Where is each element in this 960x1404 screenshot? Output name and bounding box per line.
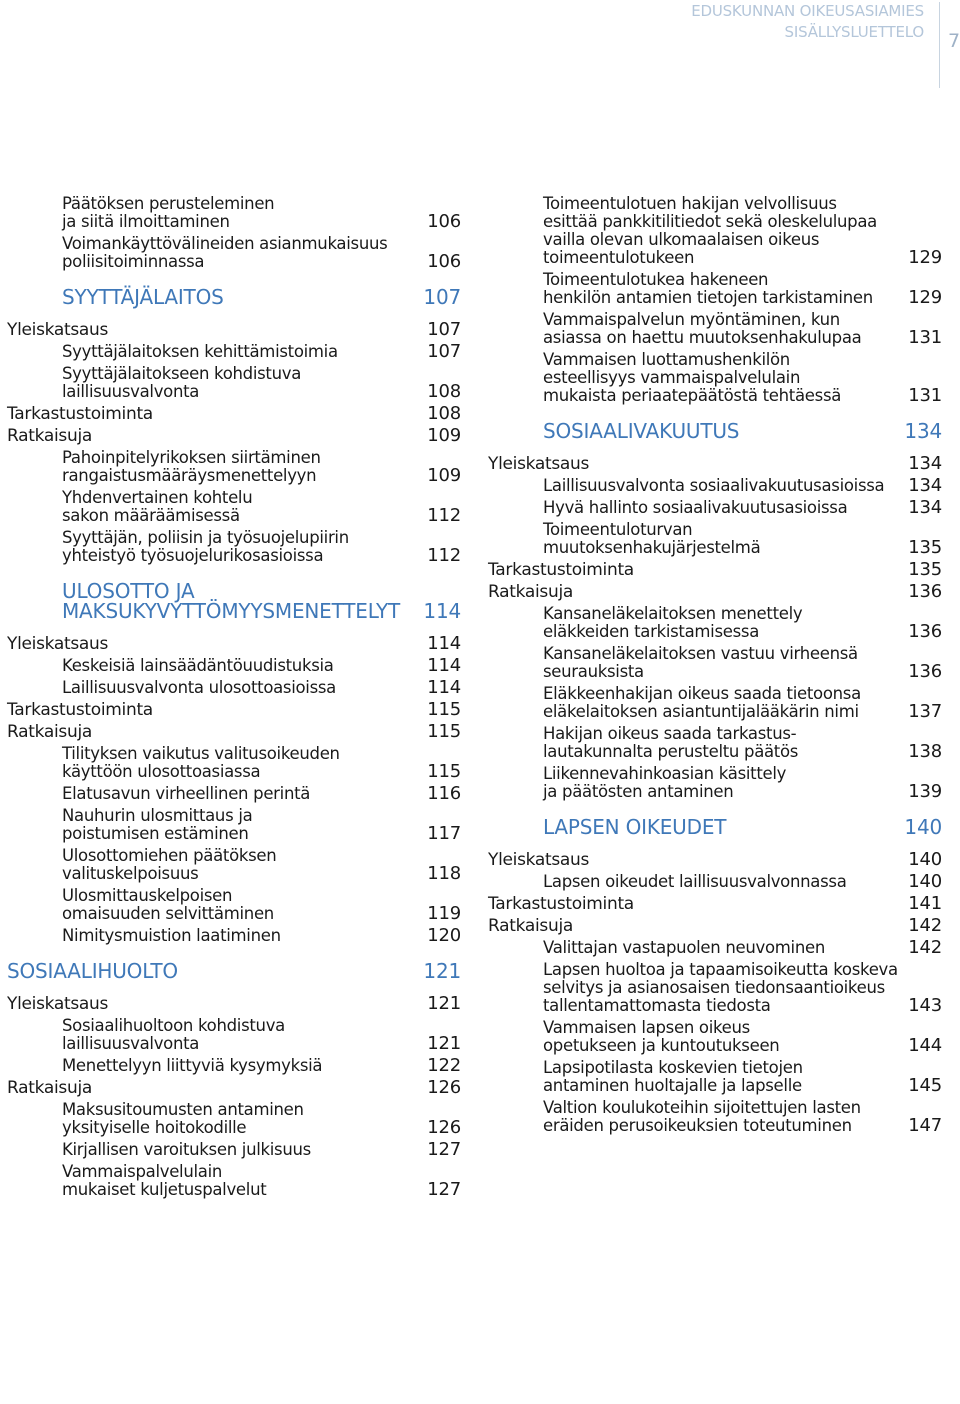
publication-title: EDUSKUNNAN OIKEUSASIAMIES xyxy=(691,2,924,20)
toc-subentry[interactable] xyxy=(488,685,942,721)
toc-page-number: 114 xyxy=(427,677,461,698)
toc-entry-text: Hyvä hallinto sosiaalivakuutusasioissa xyxy=(543,498,848,517)
toc-entry-text: henkilön antamien tietojen tarkistaminen xyxy=(543,288,873,307)
toc-subentry[interactable] xyxy=(7,1057,461,1075)
toc-entry[interactable] xyxy=(7,701,461,719)
toc-page-number: 126 xyxy=(427,1117,461,1138)
toc-page-number: 143 xyxy=(908,995,942,1016)
toc-page-number: 108 xyxy=(427,403,461,424)
toc-page-number: 108 xyxy=(427,381,461,402)
toc-page-number: 129 xyxy=(908,287,942,308)
toc-subentry[interactable] xyxy=(488,645,942,681)
toc-page-number: 136 xyxy=(908,581,942,602)
toc-subentry[interactable] xyxy=(7,343,461,361)
toc-entry-label xyxy=(7,427,427,445)
toc-subentry[interactable] xyxy=(488,961,942,1015)
toc-subentry[interactable] xyxy=(7,745,461,781)
toc-entry-text: Yleiskatsaus xyxy=(7,994,109,1014)
toc-entry-text: Yhdenvertainen kohtelu xyxy=(62,488,253,507)
toc-entry-text: Keskeisiä lainsäädäntöuudistuksia xyxy=(62,656,334,675)
toc-entry-text: Vammaispalvelun myöntäminen, kun xyxy=(543,310,840,329)
toc-page-number: 139 xyxy=(908,781,942,802)
toc-entry-text: Elatusavun virheellinen perintä xyxy=(62,784,311,803)
toc-entry-label xyxy=(7,365,427,401)
toc-entry-label xyxy=(488,765,908,801)
section-title: SISÄLLYSLUETTELO xyxy=(784,23,924,41)
toc-entry[interactable] xyxy=(7,405,461,423)
toc-entry-text: ULOSOTTO JA xyxy=(62,579,195,603)
toc-page-number: 140 xyxy=(908,871,942,892)
toc-entry-text: esittää pankkitilitiedot sekä oleskelulupaa xyxy=(543,212,877,231)
toc-entry-text: Toimeentulotuen hakijan velvollisuus xyxy=(543,194,837,213)
toc-entry-text: Ratkaisuja xyxy=(7,722,92,742)
toc-subentry[interactable] xyxy=(7,657,461,675)
toc-page-number: 142 xyxy=(908,915,942,936)
toc-entry-label xyxy=(7,887,427,923)
toc-entry-label xyxy=(488,645,908,681)
toc-page-number: 131 xyxy=(908,385,942,406)
toc-subentry[interactable] xyxy=(488,271,942,307)
toc-entry-text: Valtion koulukoteihin sijoitettujen lasten xyxy=(543,1098,861,1117)
toc-entry-text: poistumisen estäminen xyxy=(62,824,249,843)
toc-entry[interactable] xyxy=(7,635,461,653)
toc-entry-label xyxy=(7,489,427,525)
toc-page-number: 106 xyxy=(427,251,461,272)
toc-entry-text: seurauksista xyxy=(543,662,644,681)
toc-entry-label xyxy=(488,917,908,935)
toc-subentry[interactable] xyxy=(488,873,942,891)
toc-entry-text: Pahoinpitelyrikoksen siirtäminen xyxy=(62,448,321,467)
toc-entry-text: Päätöksen perusteleminen xyxy=(62,194,275,213)
toc-entry-label xyxy=(7,1141,427,1159)
toc-entry-text: Tarkastustoiminta xyxy=(488,560,634,580)
toc-subentry[interactable] xyxy=(488,725,942,761)
toc-page-number: 120 xyxy=(427,925,461,946)
toc-subentry[interactable] xyxy=(7,1017,461,1053)
toc-entry-text: Kansaneläkelaitoksen vastuu virheensä xyxy=(543,644,858,663)
toc-entry-label xyxy=(7,723,427,741)
toc-subentry[interactable] xyxy=(488,499,942,517)
toc-entry[interactable] xyxy=(7,723,461,741)
toc-page-number: 121 xyxy=(423,959,461,983)
toc-entry-label xyxy=(7,343,427,361)
toc-entry-text: omaisuuden selvittäminen xyxy=(62,904,274,923)
toc-entry-label xyxy=(488,455,908,473)
toc-entry-text: eläkelaitoksen asiantuntijalääkärin nimi xyxy=(543,702,859,721)
page-header xyxy=(0,0,960,90)
toc-entry-text: Lapsen oikeudet laillisuusvalvonnassa xyxy=(543,872,847,891)
toc-entry-label xyxy=(488,561,908,579)
toc-entry-label xyxy=(488,421,904,441)
toc-entry-text: Toimeentuloturvan xyxy=(543,520,693,539)
toc-page-number: 119 xyxy=(427,903,461,924)
toc-subentry[interactable] xyxy=(488,311,942,347)
toc-entry-text: Ratkaisuja xyxy=(7,426,92,446)
toc-entry-text: laillisuusvalvonta xyxy=(62,382,200,401)
toc-entry-text: mukaiset kuljetuspalvelut xyxy=(62,1180,267,1199)
toc-page-number: 115 xyxy=(427,761,461,782)
toc-entry-label xyxy=(7,195,427,231)
toc-page-number: 115 xyxy=(427,721,461,742)
toc-entry[interactable] xyxy=(488,851,942,869)
toc-entry-text: Toimeentulotukea hakeneen xyxy=(543,270,769,289)
toc-entry-text: Ulosmittauskelpoisen xyxy=(62,886,233,905)
toc-entry-label xyxy=(488,895,908,913)
page-number: 7 xyxy=(948,30,960,52)
toc-page-number: 118 xyxy=(427,863,461,884)
toc-entry-text: Vammaisen luottamushenkilön xyxy=(543,350,790,369)
toc-entry-text: toimeentulotukeen xyxy=(543,248,695,267)
toc-entry-label xyxy=(7,235,427,271)
toc-entry-text: valituskelpoisuus xyxy=(62,864,199,883)
toc-entry-text: Lapsipotilasta koskevien tietojen xyxy=(543,1058,803,1077)
toc-entry-label xyxy=(7,449,427,485)
toc-entry-label xyxy=(7,287,423,307)
toc-entry-text: Valittajan vastapuolen neuvominen xyxy=(543,938,826,957)
toc-entry-label xyxy=(7,745,427,781)
toc-entry-text: opetukseen ja kuntoutukseen xyxy=(543,1036,780,1055)
toc-subentry[interactable] xyxy=(7,807,461,843)
toc-page-number: 117 xyxy=(427,823,461,844)
toc-page-number: 140 xyxy=(908,849,942,870)
toc-section-heading[interactable] xyxy=(7,287,461,307)
toc-entry-text: eräiden perusoikeuksien toteutuminen xyxy=(543,1116,852,1135)
toc-entry-label xyxy=(488,961,908,1015)
toc-entry-label xyxy=(488,499,908,517)
toc-page-number: 144 xyxy=(908,1035,942,1056)
toc-subentry[interactable] xyxy=(7,365,461,401)
toc-entry-label xyxy=(7,785,427,803)
toc-subentry[interactable] xyxy=(7,235,461,271)
toc-entry-text: Laillisuusvalvonta ulosottoasioissa xyxy=(62,678,336,697)
toc-subentry[interactable] xyxy=(488,765,942,801)
toc-page-number: 126 xyxy=(427,1077,461,1098)
toc-page-number: 129 xyxy=(908,247,942,268)
toc-entry-label xyxy=(488,311,908,347)
toc-entry-label xyxy=(7,961,423,981)
toc-entry-text: Tarkastustoiminta xyxy=(7,404,153,424)
toc-subentry[interactable] xyxy=(7,887,461,923)
toc-entry-label xyxy=(488,685,908,721)
toc-subentry[interactable] xyxy=(7,785,461,803)
toc-entry-text: Ratkaisuja xyxy=(488,916,573,936)
toc-entry-label xyxy=(7,1101,427,1137)
toc-subentry[interactable] xyxy=(488,1099,942,1135)
toc-subentry[interactable] xyxy=(7,927,461,945)
toc-entry-text: Yleiskatsaus xyxy=(7,634,109,654)
toc-entry-label xyxy=(488,271,908,307)
toc-entry[interactable] xyxy=(488,917,942,935)
toc-entry-label xyxy=(488,1059,908,1095)
toc-entry-label xyxy=(7,1017,427,1053)
toc-section-heading[interactable] xyxy=(7,961,461,981)
toc-entry-label xyxy=(7,847,427,883)
toc-entry-text: Tarkastustoiminta xyxy=(7,700,153,720)
toc-entry-text: Yleiskatsaus xyxy=(7,320,109,340)
toc-subentry[interactable] xyxy=(488,195,942,267)
toc-entry[interactable] xyxy=(7,321,461,339)
toc-entry-text: Menettelyyn liittyviä kysymyksiä xyxy=(62,1056,323,1075)
toc-page-number: 115 xyxy=(427,699,461,720)
toc-entry-label xyxy=(7,405,427,423)
toc-entry-text: Syyttäjälaitoksen kehittämistoimia xyxy=(62,342,338,361)
toc-subentry[interactable] xyxy=(7,449,461,485)
toc-entry-text: Vammaispalvelulain xyxy=(62,1162,223,1181)
toc-entry-text: SOSIAALIHUOLTO xyxy=(7,959,178,983)
toc-entry-text: vailla olevan ulkomaalaisen oikeus xyxy=(543,230,820,249)
toc-entry-label xyxy=(7,581,423,621)
toc-entry-text: poliisitoiminnassa xyxy=(62,252,205,271)
toc-entry[interactable] xyxy=(7,427,461,445)
toc-entry-text: selvitys ja asianosaisen tiedonsaantioikeus xyxy=(543,978,885,997)
toc-page-number: 135 xyxy=(908,537,942,558)
toc-page-number: 136 xyxy=(908,621,942,642)
toc-entry-label xyxy=(488,725,908,761)
toc-entry-text: Syyttäjän, poliisin ja työsuojelupiirin xyxy=(62,528,349,547)
toc-page-number: 127 xyxy=(427,1139,461,1160)
toc-entry-label xyxy=(488,195,908,267)
toc-left-column xyxy=(7,195,461,1203)
toc-entry-text: Maksusitoumusten antaminen xyxy=(62,1100,304,1119)
toc-entry-label xyxy=(488,1019,908,1055)
toc-entry-text: ja siitä ilmoittaminen xyxy=(62,212,230,231)
toc-entry-text: laillisuusvalvonta xyxy=(62,1034,200,1053)
toc-right-column xyxy=(488,195,942,1139)
toc-subentry[interactable] xyxy=(7,1141,461,1159)
toc-subentry[interactable] xyxy=(488,351,942,405)
toc-subentry[interactable] xyxy=(7,1101,461,1137)
toc-entry-label xyxy=(7,529,427,565)
toc-page-number: 122 xyxy=(427,1055,461,1076)
toc-entry-text: Syyttäjälaitokseen kohdistuva xyxy=(62,364,302,383)
toc-entry-label xyxy=(488,873,908,891)
header-divider xyxy=(939,2,940,88)
toc-page-number: 127 xyxy=(427,1179,461,1200)
toc-page-number: 138 xyxy=(908,741,942,762)
toc-entry-label xyxy=(488,817,904,837)
toc-page-number: 107 xyxy=(427,341,461,362)
toc-subentry[interactable] xyxy=(488,605,942,641)
toc-page-number: 107 xyxy=(427,319,461,340)
toc-entry-text: eläkkeiden tarkistamisessa xyxy=(543,622,760,641)
toc-entry-text: Tarkastustoiminta xyxy=(488,894,634,914)
toc-subentry[interactable] xyxy=(7,847,461,883)
toc-entry-text: SYYTTÄJÄLAITOS xyxy=(62,285,224,309)
toc-entry-label xyxy=(7,679,427,697)
toc-entry-text: Ratkaisuja xyxy=(7,1078,92,1098)
toc-entry-text: Nimitysmuistion laatiminen xyxy=(62,926,281,945)
toc-page-number: 112 xyxy=(427,505,461,526)
toc-subentry[interactable] xyxy=(7,679,461,697)
toc-entry-label xyxy=(488,521,908,557)
toc-subentry[interactable] xyxy=(488,1059,942,1095)
toc-entry-text: Voimankäyttövälineiden asianmukaisuus xyxy=(62,234,388,253)
toc-entry-text: Tilityksen vaikutus valitusoikeuden xyxy=(62,744,340,763)
toc-entry-text: käyttöön ulosottoasiassa xyxy=(62,762,261,781)
toc-entry-text: muutoksenhakujärjestelmä xyxy=(543,538,761,557)
toc-section-heading[interactable] xyxy=(488,421,942,441)
toc-entry-label xyxy=(488,1099,908,1135)
toc-entry-label xyxy=(7,701,427,719)
toc-entry[interactable] xyxy=(488,895,942,913)
toc-entry-text: Eläkkeenhakijan oikeus saada tietoonsa xyxy=(543,684,861,703)
toc-page-number: 106 xyxy=(427,211,461,232)
toc-subentry[interactable] xyxy=(7,1163,461,1199)
toc-entry-label xyxy=(488,939,908,957)
toc-entry-text: Sosiaalihuoltoon kohdistuva xyxy=(62,1016,285,1035)
toc-section-heading[interactable] xyxy=(488,817,942,837)
toc-page-number: 142 xyxy=(908,937,942,958)
toc-entry-text: Vammaisen lapsen oikeus xyxy=(543,1018,750,1037)
toc-page-number: 116 xyxy=(427,783,461,804)
toc-page-number: 135 xyxy=(908,559,942,580)
toc-subentry[interactable] xyxy=(488,939,942,957)
toc-entry-text: Kirjallisen varoituksen julkisuus xyxy=(62,1140,311,1159)
toc-page-number: 145 xyxy=(908,1075,942,1096)
toc-page-number: 134 xyxy=(908,453,942,474)
toc-entry-text: Hakijan oikeus saada tarkastus- xyxy=(543,724,797,743)
toc-entry-label xyxy=(7,807,427,843)
toc-page-number: 147 xyxy=(908,1115,942,1136)
toc-page-number: 134 xyxy=(904,419,942,443)
toc-page-number: 136 xyxy=(908,661,942,682)
toc-entry-text: Nauhurin ulosmittaus ja xyxy=(62,806,253,825)
toc-page-number: 140 xyxy=(904,815,942,839)
toc-entry-label xyxy=(7,657,427,675)
toc-entry-label xyxy=(7,1057,427,1075)
toc-entry-text: esteellisyys vammaispalvelulain xyxy=(543,368,801,387)
toc-entry[interactable] xyxy=(7,995,461,1013)
toc-page-number: 109 xyxy=(427,425,461,446)
toc-section-heading[interactable] xyxy=(7,581,461,621)
toc-page-number: 137 xyxy=(908,701,942,722)
toc-entry-text: Laillisuusvalvonta sosiaalivakuutusasioissa xyxy=(543,476,885,495)
toc-entry-text: antaminen huoltajalle ja lapselle xyxy=(543,1076,802,1095)
toc-entry-text: mukaista periaatepäätöstä tehtäessä xyxy=(543,386,842,405)
toc-page-number: 114 xyxy=(427,633,461,654)
toc-page-number: 109 xyxy=(427,465,461,486)
toc-entry-text: yhteistyö työsuojelurikosasioissa xyxy=(62,546,324,565)
toc-entry-text: asiassa on haettu muutoksenhakulupaa xyxy=(543,328,862,347)
toc-entry-text: MAKSUKYVYTTÖMYYSMENETTELYT xyxy=(62,599,401,623)
toc-subentry[interactable] xyxy=(7,489,461,525)
toc-entry-text: lautakunnalta perusteltu päätös xyxy=(543,742,799,761)
toc-entry-label xyxy=(488,851,908,869)
toc-entry-text: Yleiskatsaus xyxy=(488,850,590,870)
toc-page-number: 112 xyxy=(427,545,461,566)
toc-page-number: 114 xyxy=(423,599,461,623)
toc-page-number: 121 xyxy=(427,993,461,1014)
toc-entry-text: LAPSEN OIKEUDET xyxy=(543,815,727,839)
toc-entry[interactable] xyxy=(488,455,942,473)
toc-entry-text: rangaistusmääräysmenettelyyn xyxy=(62,466,317,485)
toc-entry-text: Yleiskatsaus xyxy=(488,454,590,474)
toc-subentry[interactable] xyxy=(7,529,461,565)
toc-entry-label xyxy=(7,1163,427,1199)
toc-entry-text: Liikennevahinkoasian käsittely xyxy=(543,764,787,783)
toc-entry-text: sakon määräämisessä xyxy=(62,506,240,525)
toc-entry-label xyxy=(7,635,427,653)
toc-subentry[interactable] xyxy=(488,1019,942,1055)
toc-entry-label xyxy=(7,1079,427,1097)
toc-entry[interactable] xyxy=(488,583,942,601)
toc-entry-text: yksityiselle hoitokodille xyxy=(62,1118,247,1137)
toc-page-number: 141 xyxy=(908,893,942,914)
toc-entry[interactable] xyxy=(488,561,942,579)
toc-page-number: 121 xyxy=(427,1033,461,1054)
toc-entry-text: ja päätösten antaminen xyxy=(543,782,734,801)
toc-entry-label xyxy=(7,321,427,339)
toc-entry-label xyxy=(7,995,427,1013)
toc-page-number: 107 xyxy=(423,285,461,309)
toc-entry-text: Ulosottomiehen päätöksen xyxy=(62,846,277,865)
toc-entry-label xyxy=(488,351,908,405)
toc-page-number: 134 xyxy=(908,497,942,518)
toc-entry-text: Lapsen huoltoa ja tapaamisoikeutta koskeva xyxy=(543,960,898,979)
toc-subentry[interactable] xyxy=(7,195,461,231)
toc-entry-text: Kansaneläkelaitoksen menettely xyxy=(543,604,803,623)
toc-page-number: 131 xyxy=(908,327,942,348)
toc-page-number: 134 xyxy=(908,475,942,496)
toc-subentry[interactable] xyxy=(488,477,942,495)
toc-entry-label xyxy=(488,583,908,601)
toc-entry-label xyxy=(488,605,908,641)
toc-subentry[interactable] xyxy=(488,521,942,557)
toc-entry-text: SOSIAALIVAKUUTUS xyxy=(543,419,740,443)
toc-entry-label xyxy=(7,927,427,945)
toc-page-number: 114 xyxy=(427,655,461,676)
toc-entry-label xyxy=(488,477,908,495)
toc-entry-text: tallentamattomasta tiedosta xyxy=(543,996,771,1015)
toc-entry[interactable] xyxy=(7,1079,461,1097)
toc-entry-text: Ratkaisuja xyxy=(488,582,573,602)
